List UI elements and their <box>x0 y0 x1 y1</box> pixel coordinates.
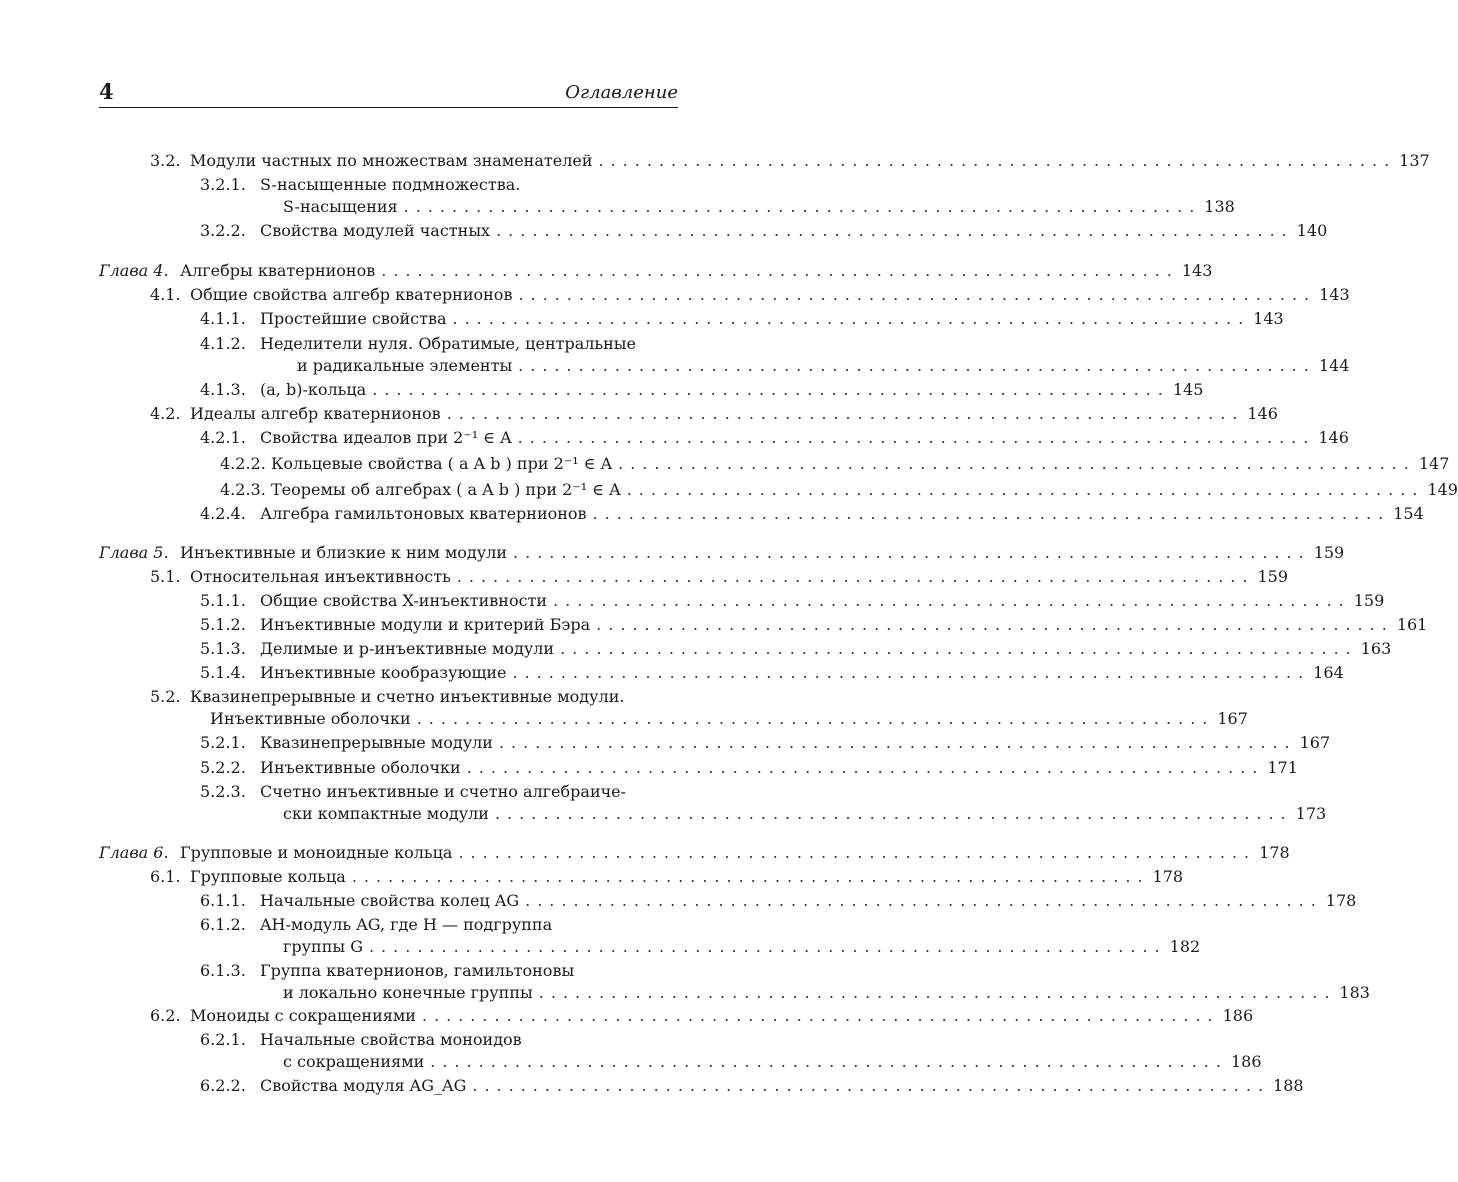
page-ref: 164 <box>1313 663 1344 682</box>
page-ref: 159 <box>1353 591 1385 610</box>
toc-entry-6-2[interactable]: 6.2. Моноиды с сокращениями .................................................................. 186 <box>150 1006 1254 1025</box>
leader-dots: .................................................................. <box>512 663 1311 682</box>
page-ref: 186 <box>1222 1006 1254 1025</box>
page-ref: 143 <box>1253 309 1284 328</box>
leader-dots: .................................................................. <box>513 543 1311 562</box>
toc-chapter-4[interactable]: Глава 4. Алгебры кватернионов .................................................................. 143 <box>99 261 1213 280</box>
page-ref: 173 <box>1295 804 1327 823</box>
page-ref: 154 <box>1393 504 1424 523</box>
leader-dots: .................................................................. <box>496 221 1294 240</box>
page-ref: 146 <box>1318 428 1349 447</box>
page-ref: 161 <box>1396 615 1428 634</box>
page-ref: 167 <box>1299 733 1331 752</box>
page-ref: 159 <box>1257 567 1289 586</box>
toc-chapter-6[interactable]: Глава 6. Групповые и моноидные кольца .................................................................. 178 <box>99 843 1290 862</box>
toc-entry-4-2-1[interactable]: 4.2.1. Свойства идеалов при 2⁻¹ ∈ A .................................................................. 146 <box>200 428 1349 447</box>
header-rule <box>99 107 678 108</box>
leader-dots: .................................................................. <box>472 1076 1271 1095</box>
leader-dots: .................................................................. <box>416 709 1215 728</box>
leader-dots: .................................................................. <box>596 615 1394 634</box>
leader-dots: .................................................................. <box>592 504 1391 523</box>
leader-dots: .................................................................. <box>618 454 1416 473</box>
toc-entry-4-1-1[interactable]: 4.1.1. Простейшие свойства .................................................................. 143 <box>200 309 1284 328</box>
leader-dots: .................................................................. <box>538 983 1337 1002</box>
leader-dots: .................................................................. <box>368 937 1167 956</box>
toc-entry-5-2-cont[interactable]: Инъективные оболочки .................................................................. 167 <box>210 709 1248 728</box>
leader-dots: .................................................................. <box>560 639 1358 658</box>
toc-entry-4-2-4[interactable]: 4.2.4. Алгебра гамильтоновых кватернионов .................................................................. 154 <box>200 504 1424 523</box>
toc-entry-5-2-3-cont[interactable]: ски компактные модули .................................................................. 173 <box>283 804 1327 823</box>
toc-entry-5-1[interactable]: 5.1. Относительная инъективность .................................................................. 159 <box>150 567 1289 586</box>
page-ref: 144 <box>1318 356 1350 375</box>
toc-entry-4-2-3[interactable]: 4.2.3. Теоремы об алгебрах ( a A b ) при 2⁻¹ ∈ A .................................................................. 149 <box>220 480 1458 499</box>
toc-entry-5-2-2[interactable]: 5.2.2. Инъективные оболочки .................................................................. 171 <box>200 758 1298 777</box>
toc-entry-5-1-3[interactable]: 5.1.3. Делимые и p-инъективные модули .................................................................. 163 <box>200 639 1392 658</box>
page-ref: 147 <box>1418 454 1450 473</box>
toc-entry-5-1-2[interactable]: 5.1.2. Инъективные модули и критерий Бэра .................................................................. 161 <box>200 615 1428 634</box>
toc-entry-4-1-2-cont[interactable]: и радикальные элементы .................................................................. 144 <box>297 356 1350 375</box>
toc-entry-3-2-1[interactable]: 3.2.1. S-насыщенные подмножества. <box>200 175 521 194</box>
page-ref: 149 <box>1427 480 1458 499</box>
toc-entry-4-1-3[interactable]: 4.1.3. (a, b)-кольца .................................................................. 145 <box>200 380 1204 399</box>
toc-entry-5-1-1[interactable]: 5.1.1. Общие свойства X-инъективности .................................................................. 159 <box>200 591 1385 610</box>
toc-entry-6-1-3-cont[interactable]: и локально конечные группы .................................................................. 183 <box>283 983 1370 1002</box>
toc-entry-6-1[interactable]: 6.1. Групповые кольца .................................................................. 178 <box>150 867 1184 886</box>
page-ref: 140 <box>1296 221 1328 240</box>
page-ref: 159 <box>1313 543 1345 562</box>
running-title: Оглавление <box>565 82 678 103</box>
leader-dots: .................................................................. <box>494 804 1293 823</box>
leader-dots: .................................................................. <box>372 380 1170 399</box>
leader-dots: .................................................................. <box>466 758 1265 777</box>
leader-dots: .................................................................. <box>381 261 1179 280</box>
toc-entry-4-1-2[interactable]: 4.1.2. Неделители нуля. Обратимые, центральные <box>200 334 636 353</box>
page-ref: 171 <box>1267 758 1298 777</box>
leader-dots: .................................................................. <box>525 891 1323 910</box>
toc-entry-6-2-1-cont[interactable]: с сокращениями .................................................................. 186 <box>283 1052 1262 1071</box>
leader-dots: .................................................................. <box>446 404 1245 423</box>
page-number: 4 <box>99 79 114 104</box>
toc-entry-4-2-2[interactable]: 4.2.2. Кольцевые свойства ( a A b ) при 2⁻¹ ∈ A .................................................................. 147 <box>220 454 1450 473</box>
page-ref: 163 <box>1360 639 1392 658</box>
toc-entry-5-2-1[interactable]: 5.2.1. Квазинепрерывные модули .................................................................. 167 <box>200 733 1331 752</box>
toc-entry-5-1-4[interactable]: 5.1.4. Инъективные кообразующие .................................................................. 164 <box>200 663 1344 682</box>
toc-entry-6-2-2[interactable]: 6.2.2. Свойства модуля AG_AG .................................................................. 188 <box>200 1076 1304 1095</box>
leader-dots: .................................................................. <box>517 428 1316 447</box>
toc-entry-6-1-3[interactable]: 6.1.3. Группа кватернионов, гамильтоновы <box>200 961 575 980</box>
leader-dots: .................................................................. <box>456 567 1255 586</box>
toc-entry-6-1-2-cont[interactable]: группы G .................................................................. 182 <box>283 937 1201 956</box>
page-ref: 137 <box>1399 151 1430 170</box>
leader-dots: .................................................................. <box>430 1052 1228 1071</box>
page-ref: 178 <box>1152 867 1184 886</box>
page-ref: 178 <box>1259 843 1290 862</box>
toc-entry-3-2-1-cont[interactable]: S-насыщения .................................................................. 138 <box>283 197 1235 216</box>
page-ref: 145 <box>1172 380 1204 399</box>
leader-dots: .................................................................. <box>403 197 1202 216</box>
toc-entry-3-2-2[interactable]: 3.2.2. Свойства модулей частных .................................................................. 140 <box>200 221 1328 240</box>
toc-entry-4-2[interactable]: 4.2. Идеалы алгебр кватернионов .................................................................. 146 <box>150 404 1278 423</box>
page-ref: 143 <box>1319 285 1350 304</box>
leader-dots: .................................................................. <box>553 591 1351 610</box>
page-ref: 138 <box>1204 197 1235 216</box>
leader-dots: .................................................................. <box>421 1006 1220 1025</box>
page-ref: 183 <box>1339 983 1370 1002</box>
toc-entry-4-1[interactable]: 4.1. Общие свойства алгебр кватернионов .................................................................. 143 <box>150 285 1350 304</box>
toc-entry-5-2[interactable]: 5.2. Квазинепрерывные и счетно инъективные модули. <box>150 687 625 706</box>
page-ref: 167 <box>1217 709 1248 728</box>
page-ref: 182 <box>1169 937 1201 956</box>
page-ref: 178 <box>1325 891 1357 910</box>
toc-chapter-5[interactable]: Глава 5. Инъективные и близкие к ним модули .................................................................. 159 <box>99 543 1345 562</box>
leader-dots: .................................................................. <box>351 867 1150 886</box>
toc-entry-6-2-1[interactable]: 6.2.1. Начальные свойства моноидов <box>200 1030 522 1049</box>
toc-entry-5-2-3[interactable]: 5.2.3. Счетно инъективные и счетно алгебраиче- <box>200 782 627 801</box>
leader-dots: .................................................................. <box>518 356 1316 375</box>
leader-dots: .................................................................. <box>452 309 1251 328</box>
leader-dots: .................................................................. <box>458 843 1257 862</box>
page-ref: 143 <box>1181 261 1213 280</box>
page-ref: 188 <box>1273 1076 1304 1095</box>
leader-dots: .................................................................. <box>498 733 1297 752</box>
toc-entry-3-2[interactable]: 3.2. Модули частных по множествам знаменателей .................................................................. 137 <box>150 151 1430 170</box>
leader-dots: .................................................................. <box>518 285 1317 304</box>
toc-entry-6-1-1[interactable]: 6.1.1. Начальные свойства колец AG .................................................................. 178 <box>200 891 1357 910</box>
leader-dots: .................................................................. <box>626 480 1425 499</box>
toc-entry-6-1-2[interactable]: 6.1.2. AH-модуль AG, где H — подгруппа <box>200 915 553 934</box>
leader-dots: .................................................................. <box>598 151 1397 170</box>
page-ref: 146 <box>1247 404 1278 423</box>
page-ref: 186 <box>1230 1052 1262 1071</box>
